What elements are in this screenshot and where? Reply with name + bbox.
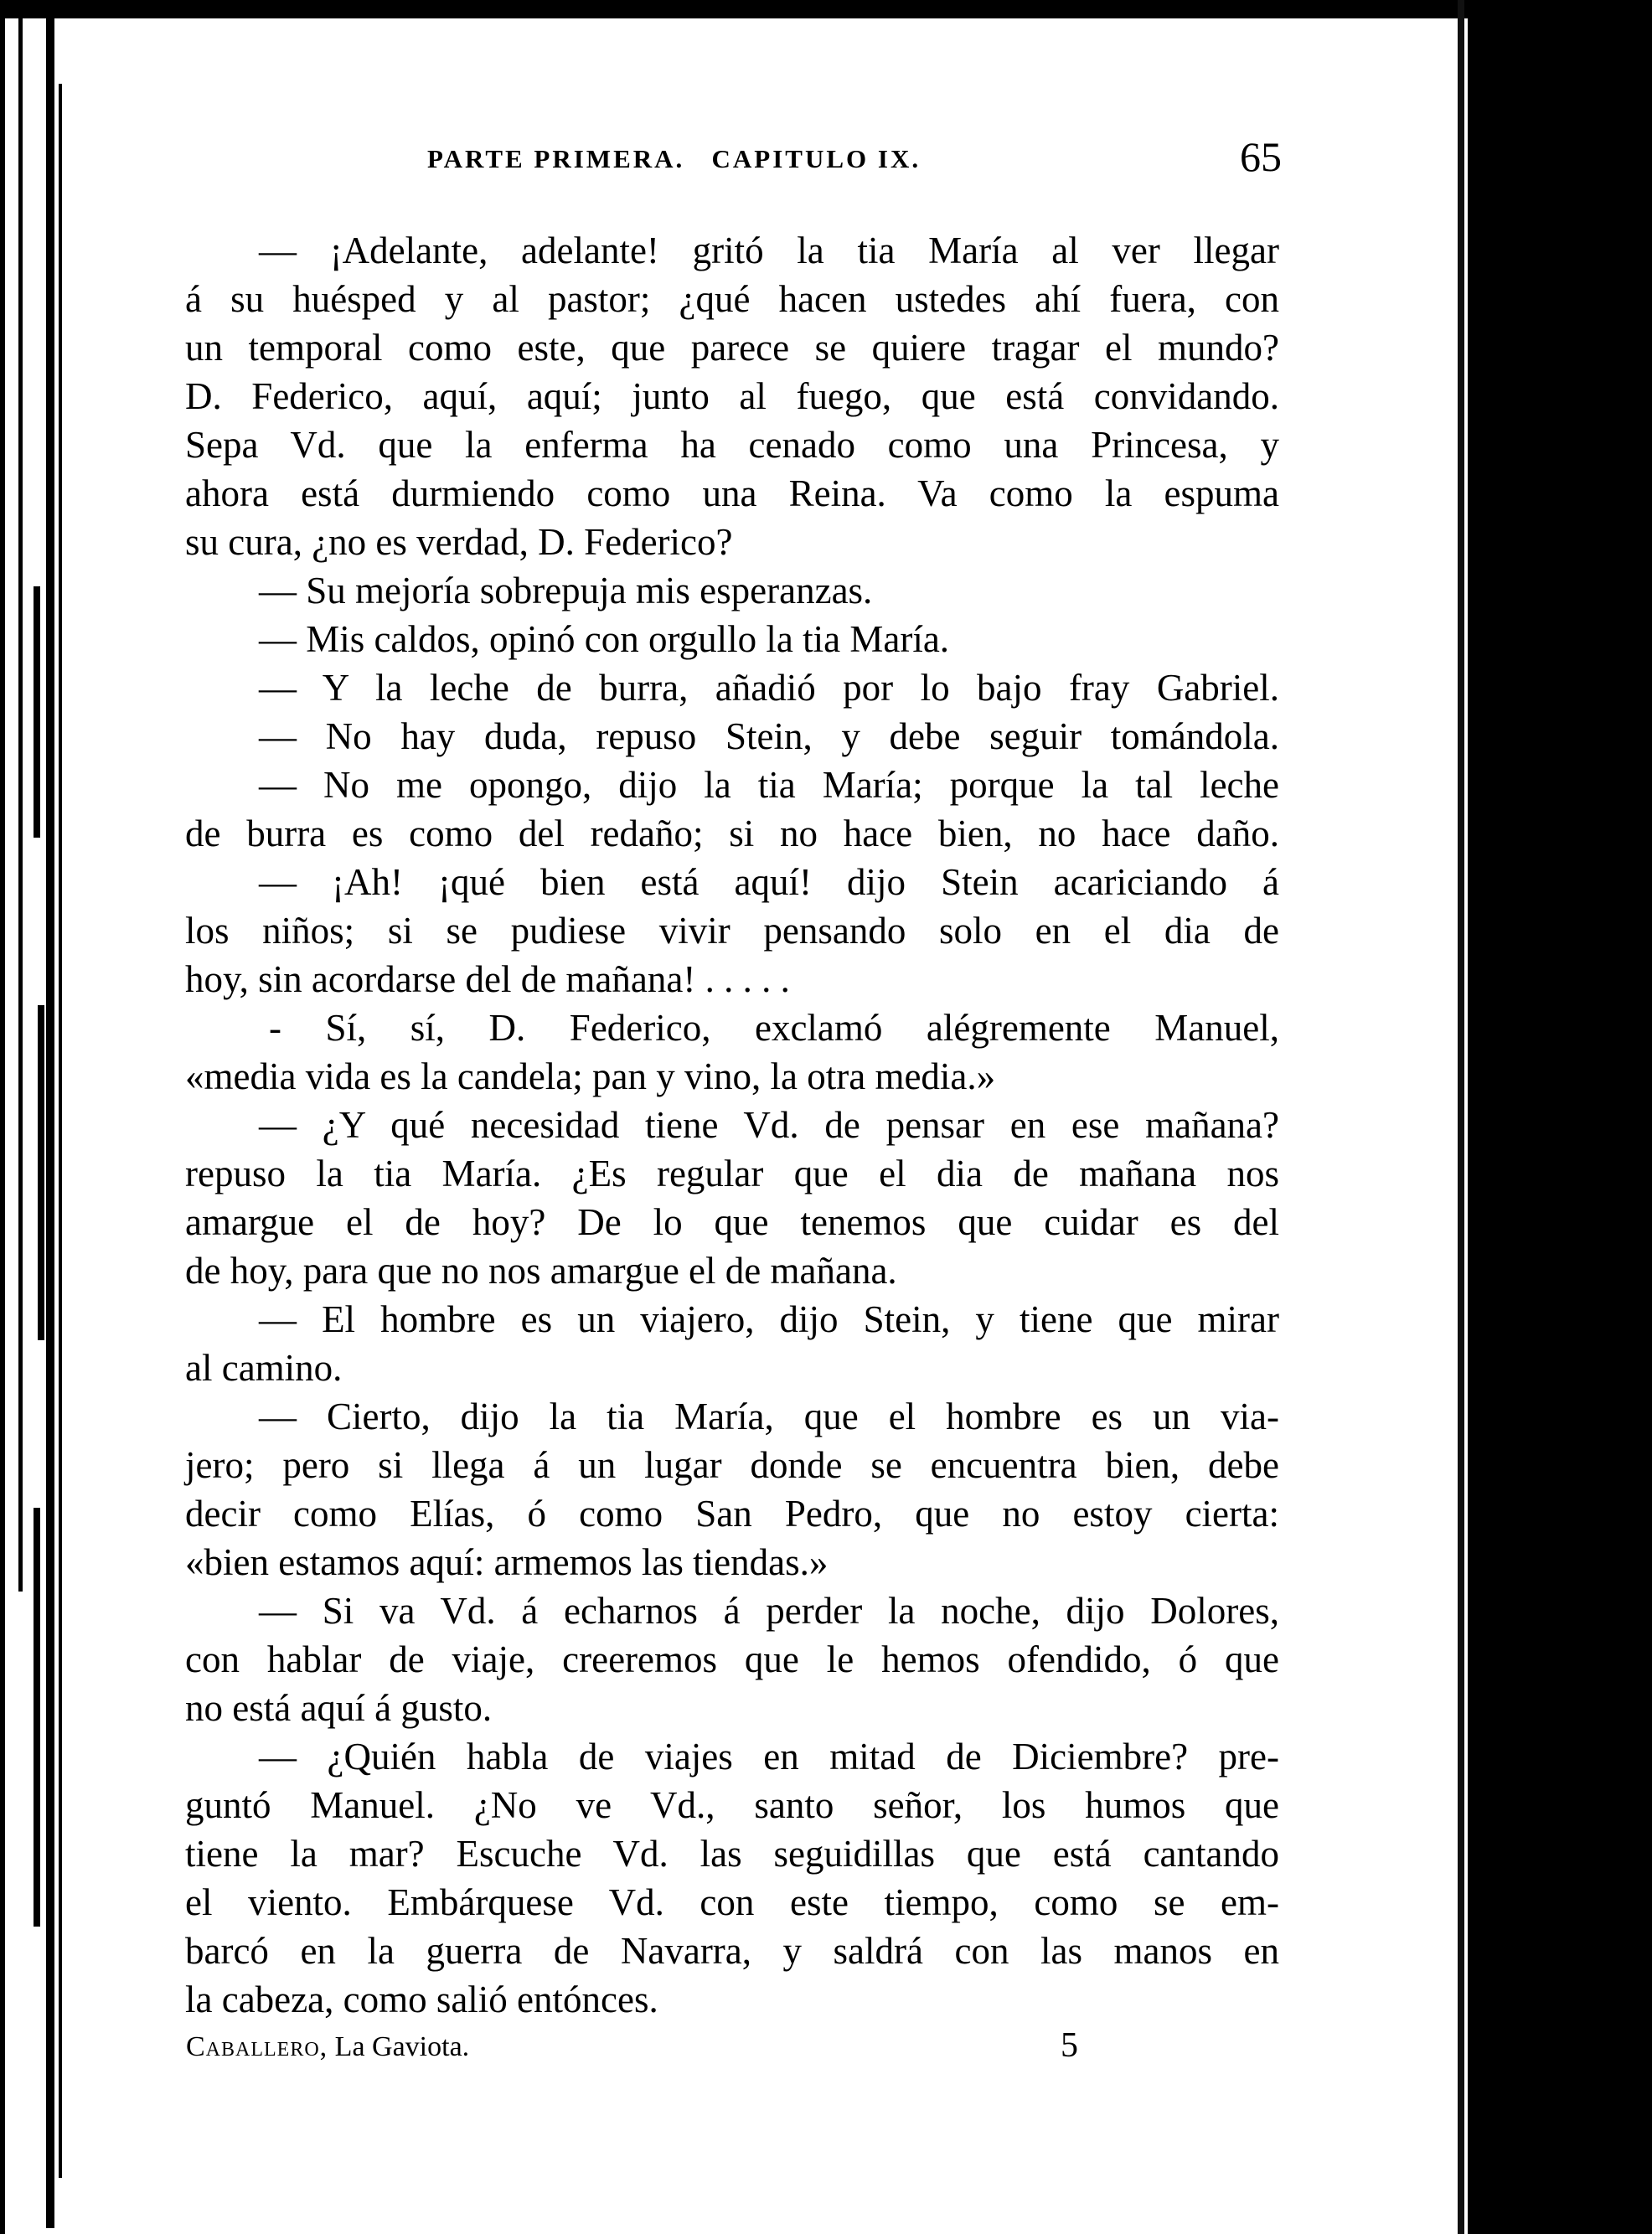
text-line: jero; pero si llega á un lugar donde se encuentra bien, debe xyxy=(185,1444,1279,1486)
text-line: — Y la leche de burra, añadió por lo bajo fray Gabriel. xyxy=(259,667,1279,709)
text-line: de burra es como del redaño; si no hace bien, no hace daño. xyxy=(185,813,1279,854)
footer-author: Caballero, xyxy=(186,2031,328,2062)
text-line: «media vida es la candela; pan y vino, la otra media.» xyxy=(185,1055,996,1097)
text-line: con hablar de viaje, creeremos que le hemos ofendido, ó que xyxy=(185,1638,1279,1680)
text-line: guntó Manuel. ¿No ve Vd., santo señor, los humos que xyxy=(185,1784,1279,1826)
text-line: hoy, sin acordarse del de mañana! . . . . . xyxy=(185,958,790,1000)
text-line: repuso la tia María. ¿Es regular que el dia de mañana nos xyxy=(185,1153,1279,1194)
text-line: amargue el de hoy? De lo que tenemos que cuidar es del xyxy=(185,1201,1279,1243)
text-line: D. Federico, aquí, aquí; junto al fuego, que está convidando. xyxy=(185,375,1279,417)
text-line: un temporal como este, que parece se quiere tragar el mundo? xyxy=(185,327,1279,369)
text-line: — Si va Vd. á echarnos á perder la noche, dijo Dolores, xyxy=(259,1590,1279,1632)
text-line: — Su mejoría sobrepuja mis esperanzas. xyxy=(259,570,873,611)
text-line: Sepa Vd. que la enferma ha cenado como una Princesa, y xyxy=(185,424,1279,466)
text-line: — Mis caldos, opinó con orgullo la tia María. xyxy=(259,618,950,660)
text-line: — ¿Quién habla de viajes en mitad de Diciembre? pre- xyxy=(259,1736,1279,1777)
footer-title: La Gaviota. xyxy=(334,2031,470,2062)
text-line: ahora está durmiendo como una Reina. Va como la espuma xyxy=(185,472,1279,514)
text-line: tiene la mar? Escuche Vd. las seguidillas que está cantando xyxy=(185,1833,1279,1875)
text-line: su cura, ¿no es verdad, D. Federico? xyxy=(185,521,733,563)
body-text xyxy=(185,226,1279,2024)
book-binding-edge xyxy=(0,0,84,2234)
footer-imprint xyxy=(186,2031,469,2063)
text-line: la cabeza, como salió entónces. xyxy=(185,1979,658,2020)
text-line: — No me opongo, dijo la tia María; porque la tal leche xyxy=(259,764,1279,806)
text-line: — No hay duda, repuso Stein, y debe seguir tomándola. xyxy=(259,715,1279,757)
text-line: decir como Elías, ó como San Pedro, que no estoy cierta: xyxy=(185,1493,1279,1535)
text-line: - Sí, sí, D. Federico, exclamó alégremente Manuel, xyxy=(269,1007,1279,1049)
text-line: á su huésped y al pastor; ¿qué hacen ustedes ahí fuera, con xyxy=(185,278,1279,320)
text-line: no está aquí á gusto. xyxy=(185,1687,493,1729)
text-line: el viento. Embárquese Vd. con este tiempo, como se em- xyxy=(185,1881,1279,1923)
text-line: — ¿Y qué necesidad tiene Vd. de pensar en ese mañana? xyxy=(259,1104,1279,1146)
scan-top-border xyxy=(0,0,1474,18)
text-line: los niños; si se pudiese vivir pensando solo en el dia de xyxy=(185,910,1279,952)
text-line: — ¡Ah! ¡qué bien está aquí! dijo Stein acariciando á xyxy=(259,861,1279,903)
signature-mark: 5 xyxy=(1061,2026,1078,2065)
page-number: 65 xyxy=(1240,133,1282,180)
running-head: PARTE PRIMERA. CAPITULO IX. xyxy=(427,144,922,173)
scan-right-border xyxy=(1468,0,1652,2234)
text-line: barcó en la guerra de Navarra, y saldrá con las manos en xyxy=(185,1930,1279,1972)
text-line: al camino. xyxy=(185,1347,343,1389)
text-line: «bien estamos aquí: armemos las tiendas.» xyxy=(185,1541,829,1583)
text-line: — Cierto, dijo la tia María, que el hombre es un via- xyxy=(259,1396,1279,1437)
text-line: — El hombre es un viajero, dijo Stein, y tiene que mirar xyxy=(259,1298,1279,1340)
text-line: de hoy, para que no nos amargue el de mañana. xyxy=(185,1250,897,1292)
page-edge-shadow xyxy=(1458,0,1464,2234)
text-line: — ¡Adelante, adelante! gritó la tia María al ver llegar xyxy=(259,230,1279,271)
